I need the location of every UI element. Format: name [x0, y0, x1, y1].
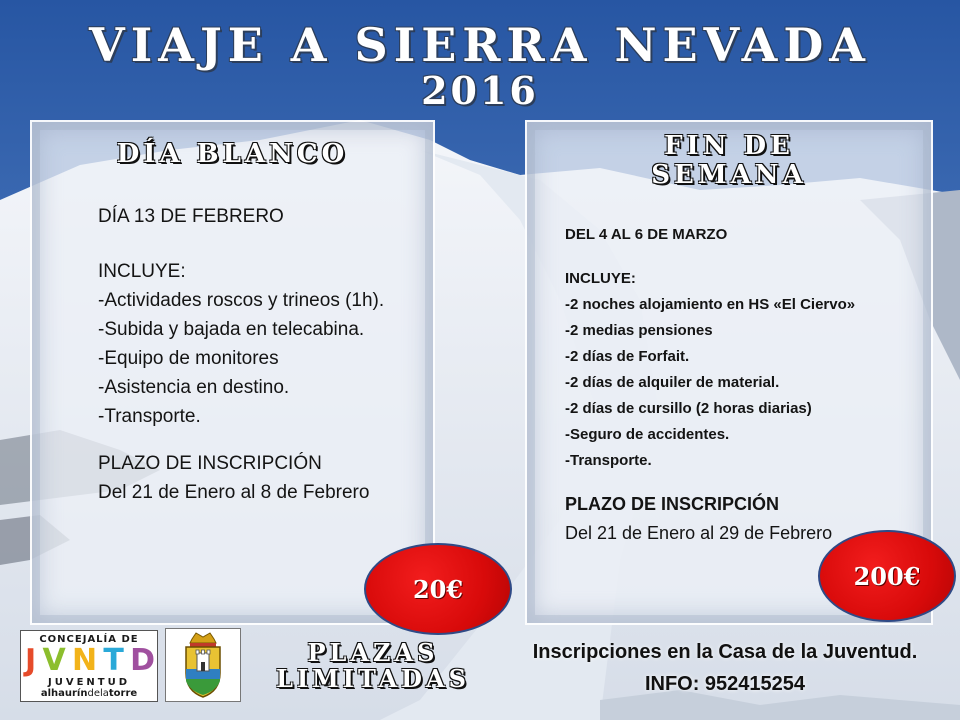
fin-semana-plazo-dates: Del 21 de Enero al 29 de Febrero	[565, 523, 833, 543]
dia-blanco-price: 20€	[412, 574, 464, 604]
title-year: 2016	[421, 68, 539, 113]
dia-blanco-incluye-label: INCLUYE:	[98, 261, 186, 282]
list-item: -Transporte.	[98, 406, 201, 427]
plazas-line2: LIMITADAS	[276, 664, 470, 693]
fin-semana-heading	[527, 132, 931, 189]
list-item: -Subida y bajada en telecabina.	[98, 319, 365, 340]
info-phone: INFO: 952415254	[644, 673, 806, 695]
plazas-line1: PLAZAS	[307, 638, 439, 667]
fin-semana-details	[565, 222, 915, 548]
list-item: -2 días de alquiler de material.	[565, 374, 780, 391]
dia-blanco-heading: DÍA BLANCO	[116, 139, 349, 169]
list-item: -Asistencia en destino.	[98, 377, 290, 398]
inscripciones-text: Inscripciones en la Casa de la Juventud.	[532, 641, 918, 663]
logo-letters: J V N T D	[25, 642, 155, 678]
list-item: -2 medias pensiones	[565, 322, 713, 339]
fin-semana-price: 200€	[853, 561, 921, 591]
fin-semana-price-badge	[818, 530, 956, 622]
fin-semana-date: DEL 4 AL 6 DE MARZO	[565, 226, 728, 243]
plazas-limitadas-text	[248, 640, 498, 692]
contact-info	[500, 636, 950, 700]
title-line1: VIAJE A SIERRA NEVADA	[89, 18, 871, 72]
fin-semana-heading-line2: SEMANA	[651, 159, 807, 190]
logo-top-text: CONCEJALÍA DE	[39, 634, 139, 645]
dia-blanco-date: DÍA 13 DE FEBRERO	[98, 206, 284, 227]
fin-semana-plazo-title: PLAZO DE INSCRIPCIÓN	[565, 494, 780, 514]
list-item: -2 noches alojamiento en HS «El Ciervo»	[565, 296, 856, 313]
dia-blanco-plazo-dates: Del 21 de Enero al 8 de Febrero	[98, 482, 370, 503]
list-item: -Transporte.	[565, 452, 652, 469]
concejalia-juventud-logo	[20, 630, 158, 702]
list-item: -Equipo de monitores	[98, 348, 279, 369]
dia-blanco-price-badge	[364, 543, 512, 635]
list-item: -2 días de Forfait.	[565, 348, 690, 365]
fin-semana-incluye-label: INCLUYE:	[565, 270, 636, 287]
list-item: -Seguro de accidentes.	[565, 426, 730, 443]
dia-blanco-plazo-title: PLAZO DE INSCRIPCIÓN	[98, 453, 322, 474]
town-coat-of-arms-icon	[165, 628, 241, 702]
list-item: -2 días de cursillo (2 horas diarias)	[565, 400, 812, 417]
fin-semana-heading-line1: FIN DE	[664, 131, 794, 161]
poster-title	[0, 18, 960, 113]
logo-town-text: alhauríndelatorre	[40, 688, 138, 699]
list-item: -Actividades roscos y trineos (1h).	[98, 290, 385, 311]
logo-sub-text: JUVENTUD	[47, 677, 131, 688]
dia-blanco-details	[98, 202, 418, 507]
dia-blanco-panel	[30, 120, 435, 625]
